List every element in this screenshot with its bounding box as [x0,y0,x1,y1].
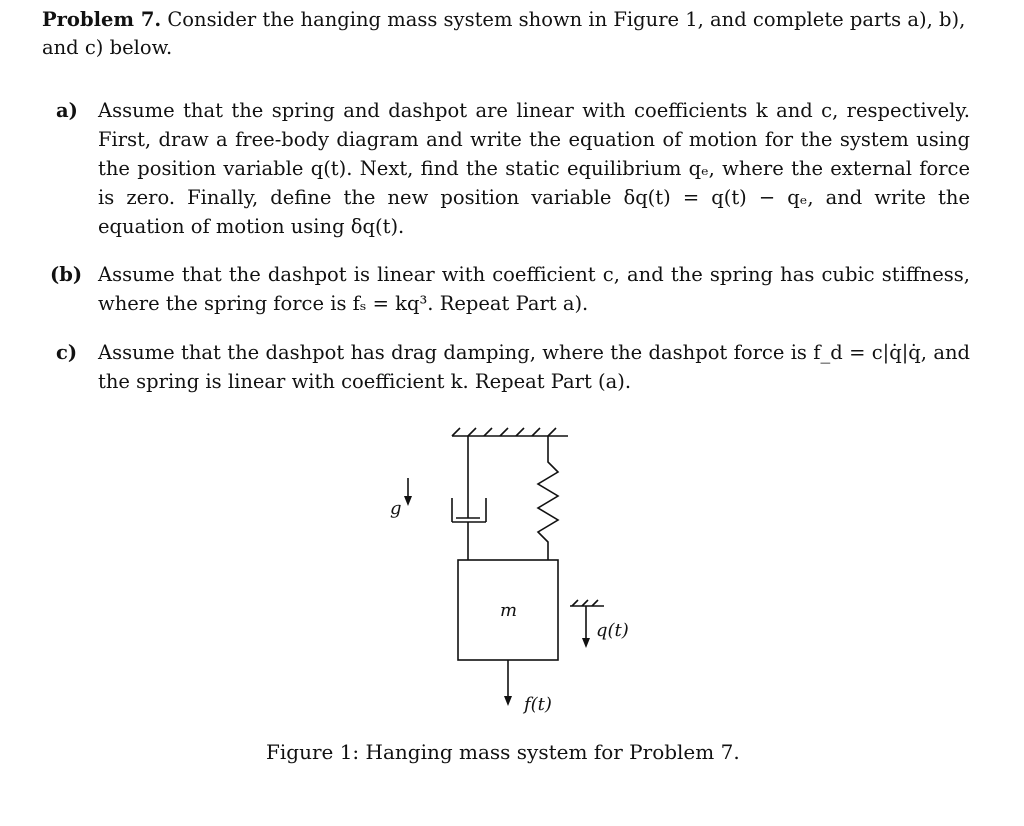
part-a-text: Assume that the spring and dashpot are linear with coefficients k and c, respectively. First, draw a free-body diagram and write the equation of motion for the system using the position variable q(t). Next, find the static equilibrium qₑ, where the external force is zero. Finally, define the new position variable δq(t) = q(t) − qₑ, and write the equation of motion using δq(t). [98,99,970,238]
ceiling-support [452,428,568,436]
figure-caption: Figure 1: Hanging mass system for Problem 7. [266,740,740,764]
dashpot [452,436,486,560]
gravity-label: g [390,498,402,519]
problem-intro: Consider the hanging mass system shown in Figure 1, and complete parts a), b), and c) below. [42,8,966,59]
position-arrow-head [582,638,590,648]
part-a-label: a) [56,99,78,122]
mass-label: m [500,600,518,621]
problem-number: Problem 7. [42,8,162,31]
part-c-text: Assume that the dashpot has drag damping, where the dashpot force is f_d = c|q̇|q̇, and the spring is linear with coefficient k. Repeat Part (a). [98,341,970,393]
part-b-text: Assume that the dashpot is linear with coefficient c, and the spring has cubic stiffness, where the spring force is fₛ = kq³. Repeat Part a). [98,263,970,315]
force-label: f(t) [524,694,552,715]
gravity-arrow [404,478,412,506]
hanging-mass-figure [360,418,629,728]
part-b-label: (b) [50,263,83,286]
spring [538,436,558,560]
force-arrow [504,660,512,706]
position-label: q(t) [596,620,629,641]
problem-statement [42,6,972,62]
part-c-label: c) [56,341,78,364]
